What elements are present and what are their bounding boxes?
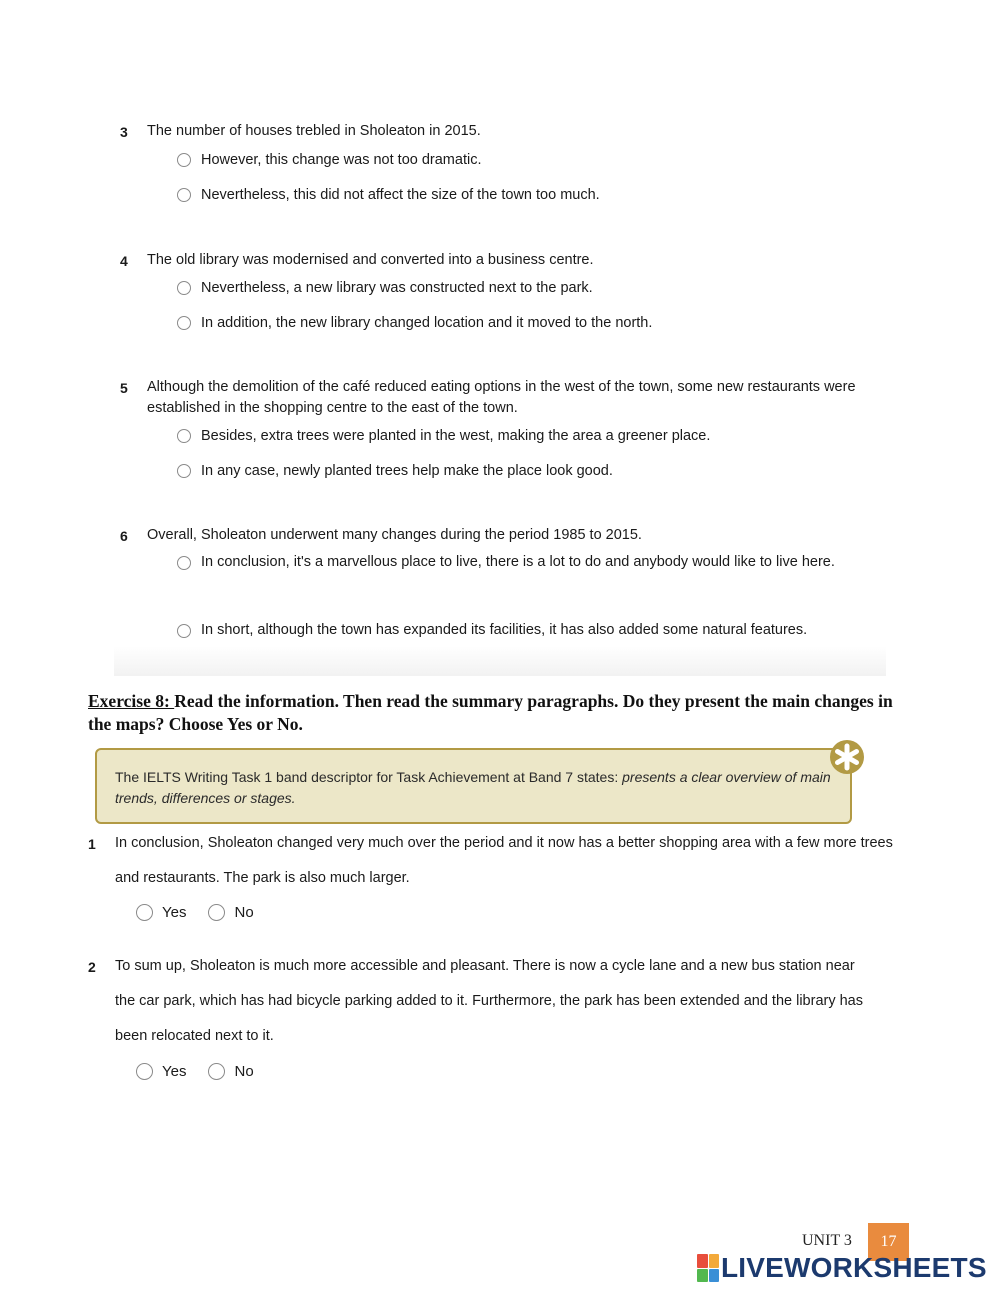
option-text: In any case, newly planted trees help make the place look good. <box>201 463 613 479</box>
option-text: In conclusion, it's a marvellous place to live, there is a lot to do and anybody would like to live here. <box>201 554 835 570</box>
no-label[interactable]: No <box>234 904 254 921</box>
answer-option[interactable] <box>177 463 877 479</box>
option-text: Nevertheless, this did not affect the size of the town too much. <box>201 187 600 203</box>
info-italic: presents a clear overview of main trends, differences or stages. <box>115 769 831 806</box>
question-number: 4 <box>120 253 128 269</box>
liveworksheets-logo <box>697 1252 987 1284</box>
question-text: Although the demolition of the café reduced eating options in the west of the town, some new restaurants were established in the shopping centre to the east of the town. <box>147 379 856 416</box>
yes-label[interactable]: Yes <box>162 904 187 921</box>
brand-name: LIVEWORKSHEETS <box>721 1252 987 1283</box>
logo-icon <box>697 1254 719 1282</box>
yes-label[interactable]: Yes <box>162 1063 187 1080</box>
question-text: The old library was modernised and converted into a business centre. <box>147 252 594 268</box>
unit-label: UNIT 3 <box>802 1232 852 1249</box>
question-text: To sum up, Sholeaton is much more accessible and pleasant. There is now a cycle lane and a new bus station near the car park, which has had bicycle parking added to it. Furthermore, the park has been extended and the library has been relocated next to it. <box>115 958 863 1044</box>
question-text: In conclusion, Sholeaton changed very much over the period and it now has a better shopping area with a few more trees and restaurants. The park is also much larger. <box>115 835 893 886</box>
page-number: 17 <box>868 1223 909 1261</box>
yes-radio[interactable] <box>136 904 153 921</box>
question-number: 2 <box>88 959 96 975</box>
star-badge-icon <box>829 739 865 775</box>
no-radio[interactable] <box>208 1063 225 1080</box>
yes-no-group <box>136 1063 276 1080</box>
exercise-instruction: Read the information. Then read the summary paragraphs. Do they present the main changes in the maps? Choose Yes or No. <box>88 691 893 734</box>
question-number: 5 <box>120 380 128 396</box>
radio-button[interactable] <box>177 281 191 295</box>
radio-button[interactable] <box>177 188 191 202</box>
question-number: 3 <box>120 124 128 140</box>
answer-option[interactable] <box>177 428 877 444</box>
no-label[interactable]: No <box>234 1063 254 1080</box>
question-number: 1 <box>88 836 96 852</box>
yes-radio[interactable] <box>136 1063 153 1080</box>
info-text: The IELTS Writing Task 1 band descriptor for Task Achievement at Band 7 states: <box>115 769 623 785</box>
answer-option[interactable] <box>177 187 877 203</box>
answer-option[interactable] <box>177 280 877 296</box>
scroll-shadow <box>114 646 886 676</box>
yes-no-group <box>136 904 276 921</box>
option-text: However, this change was not too dramatic. <box>201 152 482 168</box>
radio-button[interactable] <box>177 624 191 638</box>
no-radio[interactable] <box>208 904 225 921</box>
option-text: In short, although the town has expanded its facilities, it has also added some natural features. <box>201 622 808 638</box>
exercise-label: Exercise 8: <box>88 691 175 711</box>
radio-button[interactable] <box>177 429 191 443</box>
option-text: In addition, the new library changed location and it moved to the north. <box>201 315 653 331</box>
answer-option[interactable] <box>177 555 857 579</box>
radio-button[interactable] <box>177 464 191 478</box>
question-number: 6 <box>120 528 128 544</box>
answer-option[interactable] <box>177 623 817 647</box>
question-text: The number of houses trebled in Sholeaton in 2015. <box>147 123 481 139</box>
answer-option[interactable] <box>177 315 877 331</box>
radio-button[interactable] <box>177 316 191 330</box>
option-text: Besides, extra trees were planted in the west, making the area a greener place. <box>201 428 711 444</box>
radio-button[interactable] <box>177 556 191 570</box>
option-text: Nevertheless, a new library was constructed next to the park. <box>201 280 593 296</box>
radio-button[interactable] <box>177 153 191 167</box>
question-text: Overall, Sholeaton underwent many changes during the period 1985 to 2015. <box>147 527 642 543</box>
answer-option[interactable] <box>177 152 877 168</box>
exercise-heading <box>88 690 918 736</box>
info-box <box>95 748 852 824</box>
